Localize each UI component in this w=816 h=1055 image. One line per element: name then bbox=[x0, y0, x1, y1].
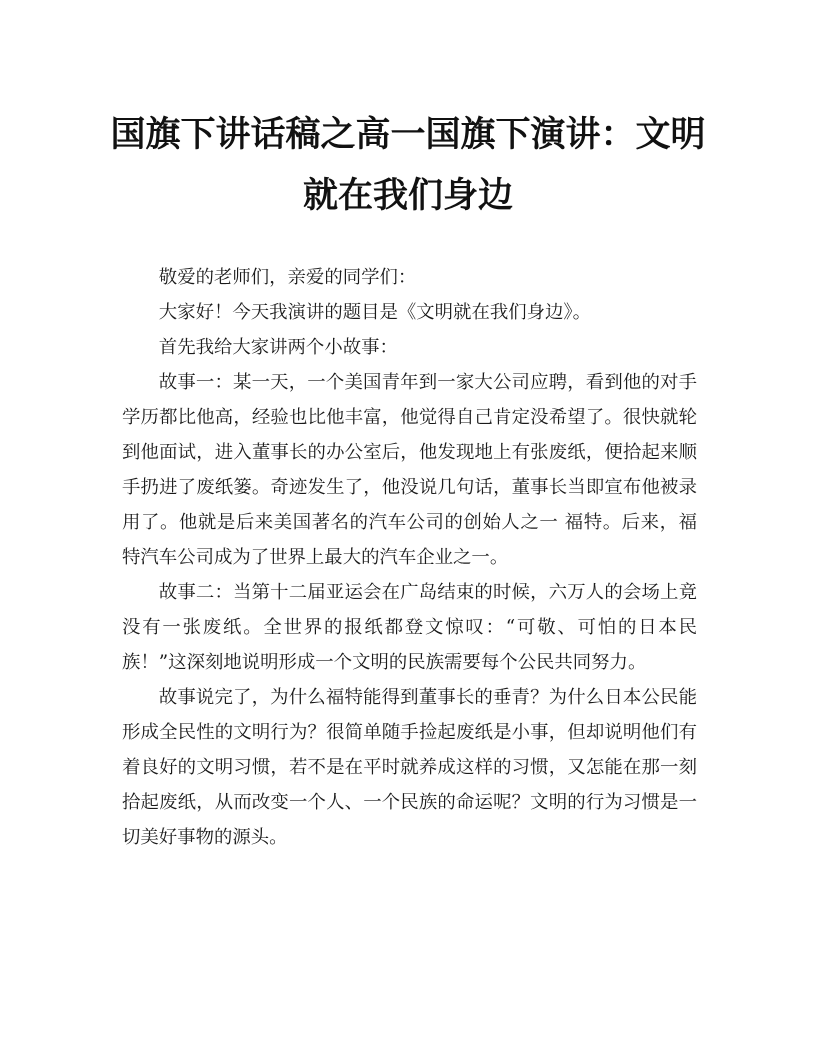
document-body bbox=[122, 260, 697, 855]
paragraph-stories-lead: 首先我给大家讲两个小故事： bbox=[158, 337, 398, 358]
paragraph-story-one: 故事一：某一天，一个美国青年到一家大公司应聘，看到他的对手学历都比他高，经验也比他丰富，他觉得自己肯定没希望了。很快就轮到他面试，进入董事长的办公室后，他发现地上有张废纸，便拾起来顺手扔进了废纸篓。奇迹发生了，他没说几句话，董事长当即宣布他被录用了。他就是后来美国著名的汽车公司的创始人之一 福特。后来，福特汽车公司成为了世界上最大的汽车企业之一。 bbox=[122, 372, 697, 568]
paragraph-story-two: 故事二：当第十二届亚运会在广岛结束的时候，六万人的会场上竟没有一张废纸。全世界的报纸都登文惊叹：“可敬、可怕的日本民族！”这深刻地说明形成一个文明的民族需要每个公民共同努力。 bbox=[122, 582, 697, 673]
paragraph-greeting: 敬爱的老师们，亲爱的同学们： bbox=[158, 267, 417, 288]
document-title: 国旗下讲话稿之高一国旗下演讲：文明就在我们身边 bbox=[110, 114, 706, 216]
paragraph-intro: 大家好！今天我演讲的题目是《文明就在我们身边》。 bbox=[158, 302, 591, 323]
paragraph-reflection: 故事说完了，为什么福特能得到董事长的垂青？为什么日本公民能形成全民性的文明行为？很简单随手捡起废纸是小事，但却说明他们有着良好的文明习惯，若不是在平时就养成这样的习惯，又怎能在那一刻拾起废纸，从而改变一个人、一个民族的命运呢？文明的行为习惯是一切美好事物的源头。 bbox=[122, 687, 697, 848]
